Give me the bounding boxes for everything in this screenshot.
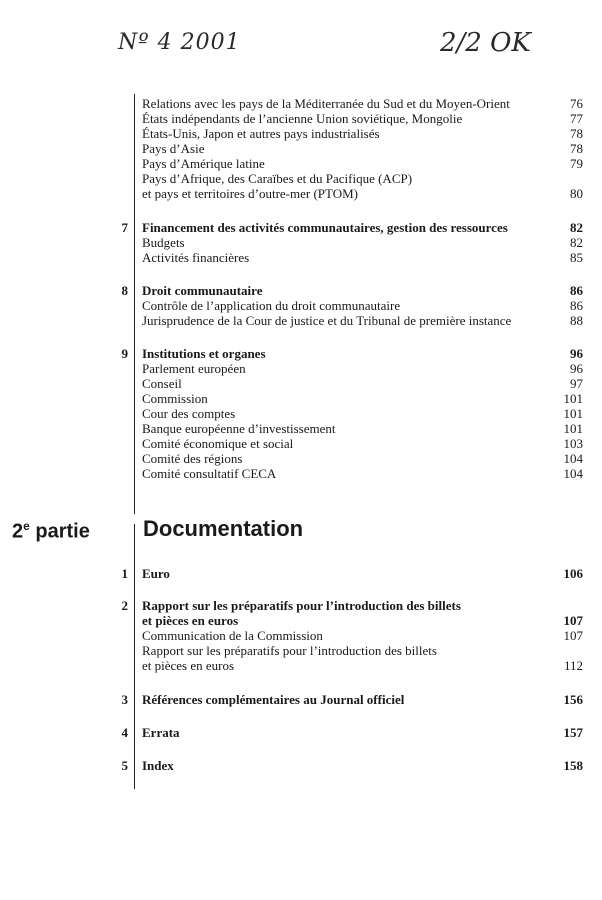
heading-page: 107 xyxy=(563,613,583,628)
entry-title: Comité consultatif CECA xyxy=(142,466,277,481)
section-number: 4 xyxy=(121,725,128,740)
toc-vertical-rule xyxy=(134,94,135,514)
heading-title: Rapport sur les préparatifs pour l’introduction des billets xyxy=(142,598,461,613)
heading-title: et pièces en euros xyxy=(142,613,239,628)
entry-page: 103 xyxy=(563,436,583,451)
handwritten-ok-note: 2/2 OK xyxy=(440,28,531,58)
entry-page: 79 xyxy=(570,156,583,171)
heading-title: Euro xyxy=(142,566,170,581)
heading-title: Droit communautaire xyxy=(142,283,263,298)
entry-title: Cour des comptes xyxy=(142,406,236,421)
entry-title: et pays et territoires d’outre-mer (PTOM) xyxy=(142,186,358,201)
entry-title: États indépendants de l’ancienne Union soviétique, Mongolie xyxy=(142,111,463,126)
heading-title: Institutions et organes xyxy=(142,346,266,361)
part-title: Documentation xyxy=(143,516,304,541)
entry-page: 82 xyxy=(570,235,583,250)
section-number: 1 xyxy=(121,566,128,581)
entry-title: Activités financières xyxy=(142,250,250,265)
entry-title: Jurisprudence de la Cour de justice et du Tribunal de première instance xyxy=(142,313,512,328)
part-ordinal-suffix: e xyxy=(23,519,30,533)
heading-title: Financement des activités communautaires, gestion des ressources xyxy=(142,220,508,235)
entry-title: États-Unis, Japon et autres pays industrialisés xyxy=(142,126,380,141)
entry-page: 85 xyxy=(570,250,583,265)
entry-page: 101 xyxy=(563,421,583,436)
heading-title: Errata xyxy=(142,725,180,740)
heading-page: 156 xyxy=(563,692,583,707)
heading-page: 86 xyxy=(570,283,583,298)
part-number: 2 xyxy=(12,520,24,543)
entry-title: Parlement européen xyxy=(142,361,246,376)
heading-title: Index xyxy=(142,758,174,773)
entry-title: Pays d’Afrique, des Caraïbes et du Pacifique (ACP) xyxy=(142,171,413,186)
section-number: 2 xyxy=(121,598,128,613)
entry-page: 80 xyxy=(570,186,583,201)
entry-title: Comité économique et social xyxy=(142,436,294,451)
entry-page: 76 xyxy=(570,96,583,111)
heading-page: 106 xyxy=(563,566,583,581)
entry-page: 78 xyxy=(570,126,583,141)
heading-page: 96 xyxy=(570,346,583,361)
heading-page: 157 xyxy=(563,725,583,740)
heading-page: 82 xyxy=(570,220,583,235)
part-label xyxy=(12,519,90,544)
entry-page: 104 xyxy=(563,466,583,481)
entry-title: Budgets xyxy=(142,235,185,250)
entry-page: 112 xyxy=(563,658,583,673)
entry-page: 101 xyxy=(563,406,583,421)
entry-page: 107 xyxy=(563,628,583,643)
entry-title: Communication de la Commission xyxy=(142,628,323,643)
entry-page: 97 xyxy=(570,376,583,391)
entry-title: Pays d’Asie xyxy=(142,141,205,156)
entry-page: 77 xyxy=(570,111,583,126)
handwritten-issue-note: Nº 4 2001 xyxy=(118,30,241,55)
entry-title: Contrôle de l’application du droit communautaire xyxy=(142,298,401,313)
entry-page: 96 xyxy=(570,361,583,376)
entry-title: Rapport sur les préparatifs pour l’introduction des billets xyxy=(142,643,437,658)
entry-title: Commission xyxy=(142,391,208,406)
entry-page: 88 xyxy=(570,313,583,328)
entry-page: 86 xyxy=(570,298,583,313)
section-number: 9 xyxy=(121,346,128,361)
entry-title: Conseil xyxy=(142,376,182,391)
toc-vertical-rule-part2 xyxy=(134,524,135,789)
section-number: 8 xyxy=(121,283,128,298)
entry-page: 101 xyxy=(563,391,583,406)
entry-title: et pièces en euros xyxy=(142,658,235,673)
heading-page: 158 xyxy=(563,758,583,773)
section-number: 3 xyxy=(121,692,128,707)
section-number: 7 xyxy=(121,220,128,235)
entry-title: Relations avec les pays de la Méditerranée du Sud et du Moyen-Orient xyxy=(142,96,510,111)
entry-title: Banque européenne d’investissement xyxy=(142,421,336,436)
entry-title: Comité des régions xyxy=(142,451,243,466)
section-number: 5 xyxy=(121,758,128,773)
entry-title: Pays d’Amérique latine xyxy=(142,156,265,171)
heading-title: Références complémentaires au Journal officiel xyxy=(142,692,405,707)
entry-page: 78 xyxy=(570,141,583,156)
part-word: partie xyxy=(29,520,90,543)
entry-page: 104 xyxy=(563,451,583,466)
